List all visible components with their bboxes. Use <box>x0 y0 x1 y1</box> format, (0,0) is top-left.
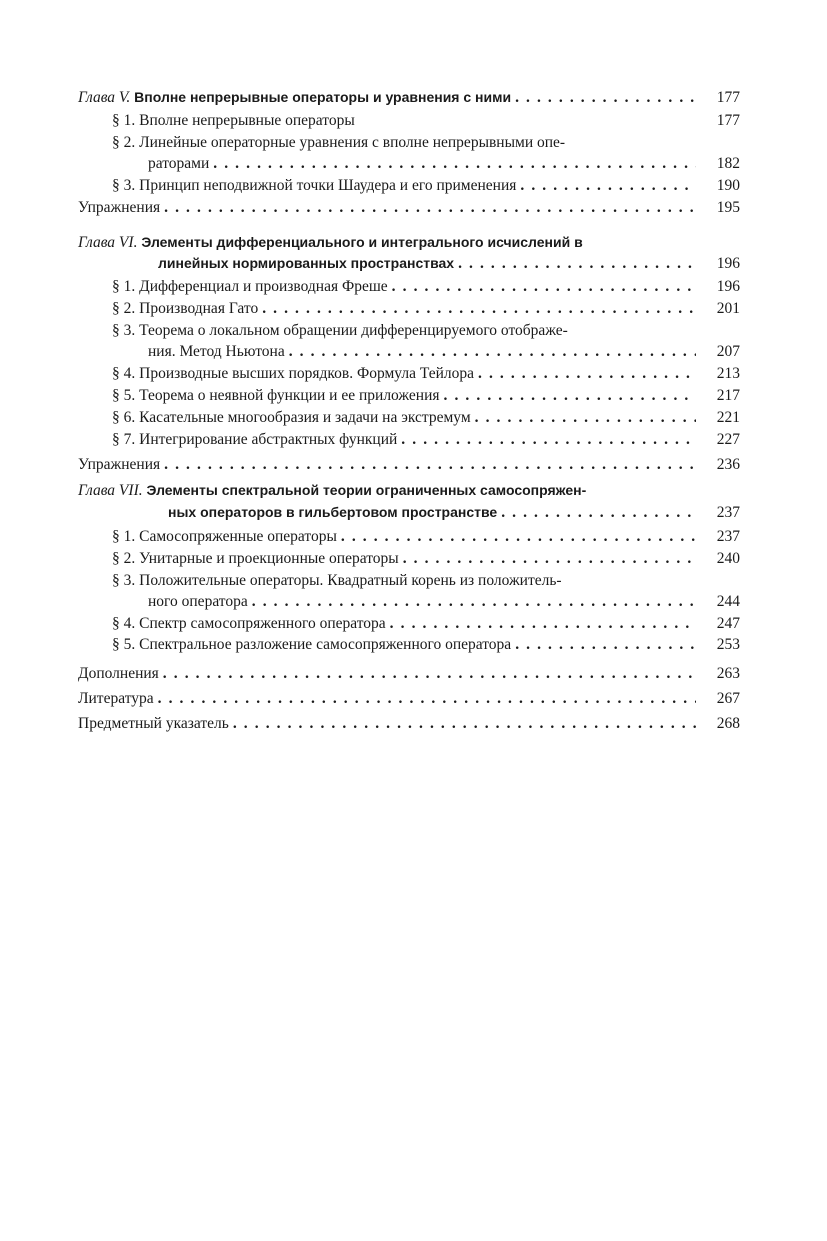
leader-dots <box>289 341 696 363</box>
section-number: § 4. <box>112 365 136 382</box>
exercises-title: Упражнения <box>78 456 161 473</box>
leader-dots <box>213 153 696 175</box>
toc-section[interactable] <box>112 613 740 635</box>
page-number: 244 <box>716 593 740 610</box>
chapter-title-line-2: линейных нормированных пространствах <box>158 255 455 271</box>
section-number: § 5. <box>112 387 136 404</box>
entry-title: Литература <box>78 690 154 707</box>
toc-section[interactable] <box>112 298 740 320</box>
section-number: § 3. <box>112 177 136 194</box>
section-title-line-2: ния. Метод Ньютона <box>148 343 285 360</box>
toc-section[interactable] <box>112 407 740 429</box>
leader-dots <box>158 688 696 710</box>
page-number: 236 <box>716 456 740 473</box>
page-number: 237 <box>716 528 740 545</box>
leader-dots <box>164 454 696 476</box>
section-title-line-1: Теорема о локальном обращении дифференцируемого отображе- <box>139 322 568 339</box>
section-title-line-1: Положительные операторы. Квадратный корень из положитель- <box>139 572 562 589</box>
toc-appendix[interactable] <box>78 663 740 685</box>
leader-dots <box>501 502 696 524</box>
chapter-label: Глава VII. <box>78 482 143 499</box>
leader-dots <box>262 298 696 320</box>
section-number: § 2. <box>112 550 136 567</box>
page-number: 177 <box>716 112 740 129</box>
chapter-title-line-2: ных операторов в гильбертовом пространстве <box>168 504 498 520</box>
chapter-label: Глава VI. <box>78 234 138 251</box>
page-number: 213 <box>716 365 740 382</box>
toc-subject-index[interactable] <box>78 713 740 735</box>
section-number: § 2. <box>112 134 136 151</box>
page-number: 253 <box>716 636 740 653</box>
toc-section[interactable] <box>112 548 740 570</box>
section-number: § 5. <box>112 636 136 653</box>
leader-dots <box>252 591 696 613</box>
section-title-line-2: ного оператора <box>148 593 248 610</box>
toc-chapter-7[interactable] <box>78 479 740 501</box>
chapter-title-line-1: Элементы спектральной теории ограниченных самосопряжен- <box>146 482 587 498</box>
entry-title: Дополнения <box>78 665 159 682</box>
section-title: Самосопряженные операторы <box>139 528 337 545</box>
leader-dots <box>444 385 696 407</box>
section-number: § 1. <box>112 112 136 129</box>
section-number: § 6. <box>112 409 136 426</box>
toc-section-continuation[interactable] <box>112 153 740 175</box>
section-title: Принцип неподвижной точки Шаудера и его применения <box>139 177 517 194</box>
page-number: 196 <box>716 255 740 272</box>
section-title: Интегрирование абстрактных функций <box>139 431 398 448</box>
leader-dots <box>515 87 696 109</box>
section-number: § 3. <box>112 322 136 339</box>
toc-chapter-6[interactable] <box>78 231 740 253</box>
toc-section[interactable] <box>112 276 740 298</box>
section-number: § 4. <box>112 615 136 632</box>
toc-section[interactable] <box>112 570 740 592</box>
leader-dots <box>164 197 696 219</box>
section-number: § 7. <box>112 431 136 448</box>
page-number: 263 <box>716 665 740 682</box>
section-title: Дифференциал и производная Фреше <box>139 278 388 295</box>
page-number: 201 <box>716 300 740 317</box>
section-title: Теорема о неявной функции и ее приложения <box>139 387 440 404</box>
toc-section[interactable] <box>112 526 740 548</box>
leader-dots <box>520 175 696 197</box>
page-number: 268 <box>716 715 740 732</box>
section-title: Производные высших порядков. Формула Тейлора <box>139 365 474 382</box>
chapter-title: Вполне непрерывные операторы и уравнения с ними <box>134 89 512 105</box>
section-title: Унитарные и проекционные операторы <box>139 550 399 567</box>
page-number: 227 <box>716 431 740 448</box>
toc-section[interactable] <box>112 132 740 154</box>
section-number: § 1. <box>112 278 136 295</box>
leader-dots <box>341 526 696 548</box>
section-title: Вполне непрерывные операторы <box>139 112 355 129</box>
section-number: § 1. <box>112 528 136 545</box>
section-title: Спектр самосопряженного оператора <box>139 615 386 632</box>
leader-dots <box>390 613 696 635</box>
section-title-line-1: Линейные операторные уравнения с вполне непрерывными опе- <box>139 134 566 151</box>
toc-exercises[interactable] <box>78 197 740 219</box>
toc-section-continuation[interactable] <box>112 341 740 363</box>
section-title: Спектральное разложение самосопряженного оператора <box>139 636 512 653</box>
page-number: 195 <box>716 199 740 216</box>
toc-section[interactable] <box>112 363 740 385</box>
chapter-label: Глава V. <box>78 89 131 106</box>
toc-section[interactable] <box>112 429 740 451</box>
toc-section[interactable] <box>112 634 740 656</box>
leader-dots <box>403 548 696 570</box>
toc-section[interactable] <box>112 320 740 342</box>
toc-section[interactable] <box>112 110 740 132</box>
page-number: 267 <box>716 690 740 707</box>
page-number: 221 <box>716 409 740 426</box>
page-number: 182 <box>716 155 740 172</box>
leader-dots <box>475 407 696 429</box>
chapter-title-line-1: Элементы дифференциального и интегрального исчислений в <box>141 234 583 250</box>
section-number: § 2. <box>112 300 136 317</box>
leader-dots <box>401 429 696 451</box>
section-title: Касательные многообразия и задачи на экстремум <box>139 409 471 426</box>
page-number: 247 <box>716 615 740 632</box>
toc-section-continuation[interactable] <box>112 591 740 613</box>
toc-chapter-5[interactable] <box>78 86 740 108</box>
leader-dots <box>458 253 696 275</box>
page-number: 196 <box>716 278 740 295</box>
section-title-line-2: раторами <box>148 155 210 172</box>
leader-dots <box>163 663 696 685</box>
page-number: 217 <box>716 387 740 404</box>
section-number: § 3. <box>112 572 136 589</box>
leader-dots <box>515 634 696 656</box>
page-number: 177 <box>716 89 740 106</box>
toc-section[interactable] <box>112 385 740 407</box>
leader-dots <box>233 713 696 735</box>
page-number: 237 <box>716 504 740 521</box>
toc-section[interactable] <box>112 175 740 197</box>
page-number: 207 <box>716 343 740 360</box>
toc-chapter-7-continuation[interactable] <box>78 501 740 523</box>
page-number: 190 <box>716 177 740 194</box>
toc-chapter-6-continuation[interactable] <box>78 252 740 274</box>
toc-bibliography[interactable] <box>78 688 740 710</box>
leader-dots <box>478 363 696 385</box>
exercises-title: Упражнения <box>78 199 161 216</box>
section-title: Производная Гато <box>139 300 259 317</box>
toc-exercises[interactable] <box>78 454 740 476</box>
entry-title: Предметный указатель <box>78 715 229 732</box>
page-number: 240 <box>716 550 740 567</box>
leader-dots <box>392 276 696 298</box>
